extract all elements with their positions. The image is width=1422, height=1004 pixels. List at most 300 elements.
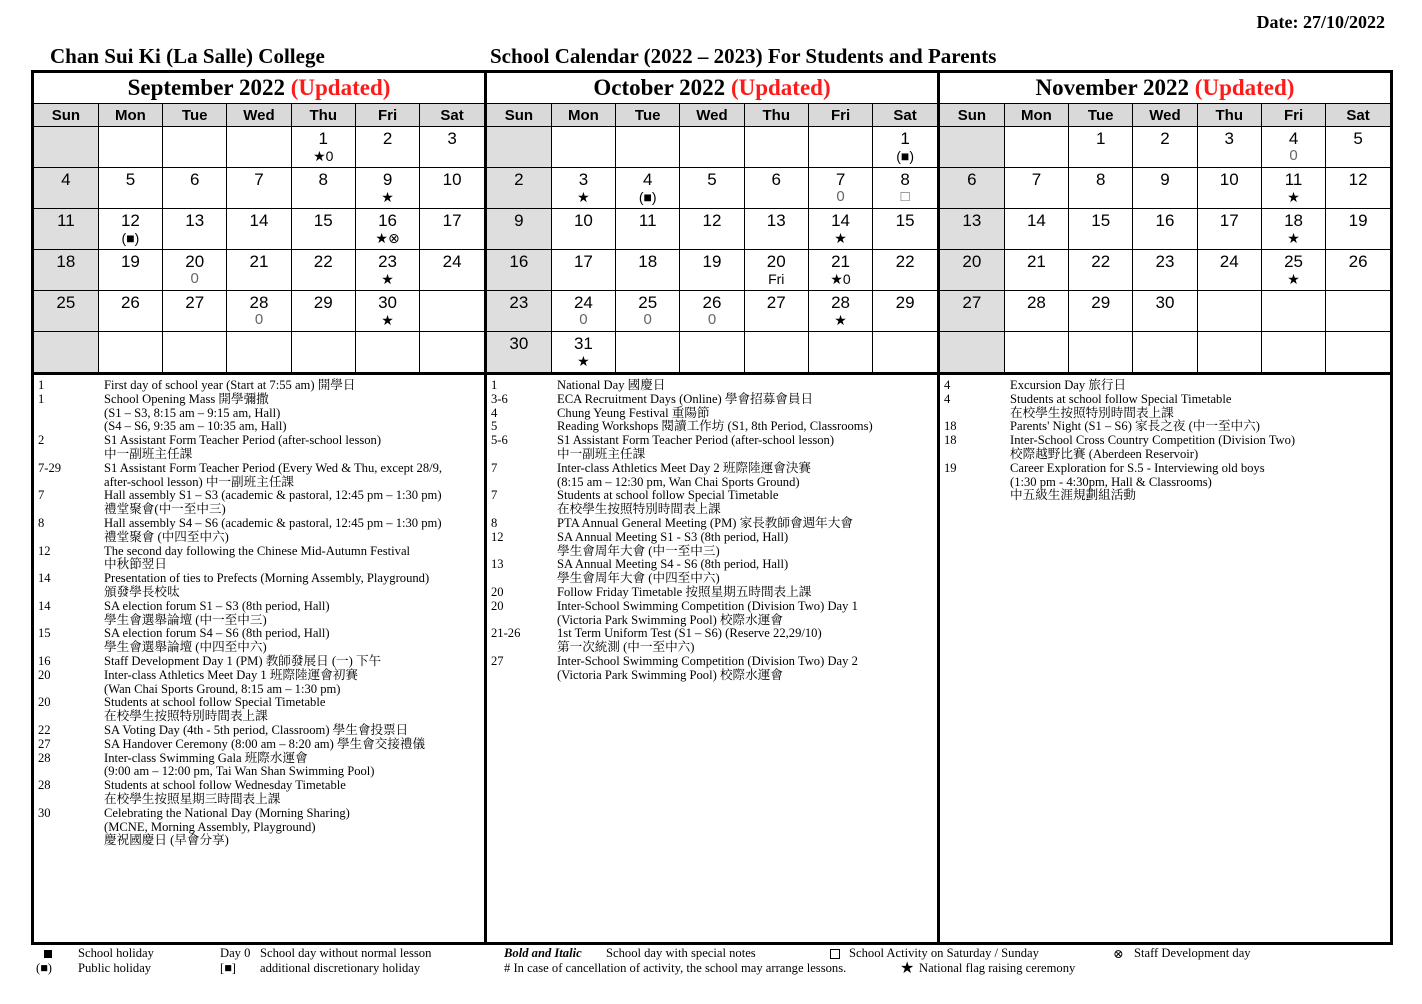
day-marker: [1262, 334, 1325, 350]
day-marker: [292, 334, 355, 350]
day-marker: [680, 230, 743, 246]
day-marker: [1069, 271, 1132, 287]
day-marker: ★: [577, 353, 590, 369]
updated-label: (Updated): [1194, 75, 1295, 100]
day-marker: [1326, 293, 1390, 309]
day-cell: [98, 291, 162, 332]
week-row: [940, 250, 1390, 291]
day-number: 15: [313, 211, 333, 230]
day-marker: [227, 230, 290, 246]
event-item: [491, 600, 933, 628]
day-marker: [99, 189, 162, 205]
event-text: ECA Recruitment Days (Online) 學會招募會員日: [557, 391, 814, 406]
day-cell: [420, 168, 484, 209]
day-cell: [680, 209, 744, 250]
day-cell: [808, 291, 872, 332]
day-marker: [1198, 230, 1261, 246]
day-number: 16: [378, 211, 397, 230]
day-number: 28: [831, 293, 850, 312]
day-marker: [1133, 334, 1196, 350]
day-number: 30: [1155, 293, 1175, 312]
day-cell: [487, 291, 551, 332]
day-marker: [356, 148, 419, 164]
day-marker: 0: [190, 270, 199, 287]
event-date: 1: [38, 391, 45, 406]
month-name: September 2022: [127, 75, 285, 100]
day-cell: [680, 291, 744, 332]
day-marker: [1198, 334, 1261, 350]
day-number: 21: [249, 252, 269, 271]
day-number: 8: [1095, 170, 1106, 189]
weekday-header: Tue: [1069, 104, 1133, 127]
day-cell: [940, 168, 1004, 209]
week-row: [940, 127, 1390, 168]
day-marker: [552, 129, 615, 145]
event-item: [944, 462, 1386, 503]
day-cell: [1261, 209, 1325, 250]
day-number: 2: [1160, 129, 1170, 148]
day-number: 4: [61, 170, 71, 189]
day-marker: [487, 189, 551, 205]
event-text: Staff Development Day 1 (PM) 教師發展日 (一) 下午: [104, 653, 382, 668]
day-marker: 0: [579, 311, 588, 328]
day-cell: [1261, 250, 1325, 291]
day-marker: [34, 129, 98, 145]
event-date: 20: [38, 695, 51, 710]
event-text: Excursion Day 旅行日: [1010, 378, 1127, 392]
event-date: 14: [38, 571, 51, 586]
day-number: 3: [578, 170, 589, 189]
event-date: 27: [38, 736, 51, 751]
day-cell: [163, 209, 227, 250]
day-cell: [744, 209, 808, 250]
day-number: 23: [509, 293, 529, 312]
day-cell: [808, 127, 872, 168]
day-number: 21: [831, 252, 850, 271]
day-cell: [1004, 209, 1068, 250]
day-cell: [291, 127, 355, 168]
day-marker: [99, 129, 162, 145]
weekday-header: Fri: [1261, 104, 1325, 127]
day-cell: [487, 168, 551, 209]
day-number: 14: [831, 211, 850, 230]
day-marker: [487, 129, 551, 145]
event-date: 8: [491, 515, 498, 530]
day-marker: [1005, 189, 1068, 205]
day-cell: [1069, 291, 1133, 332]
day-marker: [940, 334, 1004, 350]
day-number: 13: [766, 211, 786, 230]
day-cell: [1197, 250, 1261, 291]
day-marker: ★: [834, 230, 847, 246]
day-cell: [873, 250, 937, 291]
event-date: 2: [38, 433, 45, 448]
day-marker: [163, 189, 226, 205]
day-cell: [551, 250, 615, 291]
day-cell: [744, 332, 808, 374]
day-marker: [227, 129, 290, 145]
day-cell: [1133, 127, 1197, 168]
day-number: 6: [771, 170, 781, 189]
week-row: [940, 291, 1390, 332]
weekday-header: Tue: [616, 104, 680, 127]
day-cell: [873, 291, 937, 332]
weekday-header: Mon: [98, 104, 162, 127]
day-marker: [873, 230, 937, 246]
day-number: 11: [1284, 170, 1303, 189]
day-cell: [98, 250, 162, 291]
day-number: 30: [509, 334, 529, 353]
week-row: [487, 209, 937, 250]
day-marker: [616, 334, 679, 350]
day-number: 19: [120, 252, 140, 271]
event-text: Celebrating the National Day (Morning Sharing) (MCNE, Morning Assembly, Playground) 慶祝國慶日 (早會分享): [104, 805, 350, 848]
day-marker: ★: [577, 189, 590, 205]
day-marker: [1133, 271, 1196, 287]
legend: [0, 946, 1422, 986]
day-number: 16: [509, 252, 529, 271]
event-text: S1 Assistant Form Teacher Period (Every Wed & Thu, except 28/9, after-school lesson) 中一副班主任課: [104, 460, 443, 489]
week-row: [940, 332, 1390, 374]
day-marker: [1326, 334, 1390, 350]
event-item: [944, 393, 1386, 421]
day-number: 23: [378, 252, 397, 271]
day-cell: [98, 127, 162, 168]
day-marker: [745, 334, 808, 350]
event-text: S1 Assistant Form Teacher Period (after-school lesson) 中一副班主任課: [104, 433, 382, 461]
day-cell: [1004, 168, 1068, 209]
weekday-header: Sat: [1326, 104, 1390, 127]
document-date: Date: 27/10/2022: [1256, 12, 1385, 32]
day-cell: [808, 332, 872, 374]
day-cell: [744, 250, 808, 291]
day-number: 24: [442, 252, 462, 271]
day-marker: [552, 271, 615, 287]
event-item: [491, 558, 933, 586]
weekday-header: Sun: [487, 104, 551, 127]
day-marker: ★: [1287, 189, 1300, 205]
day-number: 5: [707, 170, 717, 189]
event-text: SA election forum S4 – S6 (8th period, Hall) 學生會選舉論壇 (中四至中六): [104, 626, 330, 655]
day-cell: [940, 209, 1004, 250]
day-marker: [940, 129, 1004, 145]
day-marker: [163, 312, 226, 328]
day-number: 10: [442, 170, 462, 189]
event-item: [38, 696, 480, 724]
day-cell: [1197, 168, 1261, 209]
day-number: 25: [1284, 252, 1303, 271]
event-item: [38, 807, 480, 848]
day-cell: [551, 291, 615, 332]
weekday-header: Mon: [1004, 104, 1068, 127]
event-item: [38, 600, 480, 628]
day-cell: [1069, 209, 1133, 250]
week-row: [487, 127, 937, 168]
day-cell: [227, 291, 291, 332]
day-marker: [420, 293, 484, 309]
day-number: 24: [573, 293, 593, 312]
day-marker: [1133, 230, 1196, 246]
day-marker: [1005, 271, 1068, 287]
event-date: 3-6: [491, 391, 508, 406]
day-number: 9: [514, 211, 524, 230]
day-number: 25: [638, 293, 658, 312]
day-number: 23: [1155, 252, 1175, 271]
day-marker: [1198, 271, 1261, 287]
event-date: 28: [38, 750, 51, 765]
day-cell: [420, 209, 484, 250]
month-column: [487, 73, 940, 942]
day-marker: [420, 334, 484, 350]
day-cell: [420, 291, 484, 332]
day-marker: [292, 312, 355, 328]
day-cell: [291, 291, 355, 332]
day-number: 12: [120, 211, 140, 230]
day-marker: □: [900, 188, 910, 205]
event-list: [487, 375, 937, 683]
day-marker: [873, 271, 937, 287]
event-text: S1 Assistant Form Teacher Period (after-school lesson) 中一副班主任課: [557, 433, 835, 461]
week-row: [34, 250, 484, 291]
day-marker: [227, 334, 290, 350]
event-date: 5-6: [491, 433, 508, 448]
day-cell: [227, 209, 291, 250]
day-marker: [163, 129, 226, 145]
day-marker: [616, 271, 679, 287]
event-item: [491, 420, 933, 434]
day-number: 6: [189, 170, 200, 189]
day-marker: [292, 271, 355, 287]
event-item: [944, 379, 1386, 393]
day-cell: [1133, 168, 1197, 209]
day-cell: [551, 127, 615, 168]
day-cell: [163, 291, 227, 332]
day-cell: [1004, 127, 1068, 168]
weekday-header: Sun: [940, 104, 1004, 127]
day-cell: [227, 332, 291, 374]
day-number: 15: [1091, 211, 1111, 230]
weekday-header: Thu: [1197, 104, 1261, 127]
event-text: Students at school follow Special Timetable 在校學生按照特別時間表上課: [557, 488, 779, 517]
day-marker: ★: [834, 312, 847, 328]
event-date: 7: [491, 460, 498, 475]
day-cell: [355, 250, 419, 291]
event-item: [491, 655, 933, 683]
day-marker: [616, 129, 679, 145]
calendar-title: School Calendar (2022 – 2023) For Students and Parents: [490, 44, 997, 68]
event-text: SA Annual Meeting S4 - S6 (8th period, Hall) 學生會周年大會 (中四至中六): [557, 557, 789, 586]
day-cell: [34, 291, 98, 332]
day-marker: [745, 312, 808, 328]
event-date: 8: [38, 515, 45, 530]
week-row: [487, 168, 937, 209]
event-item: [38, 393, 480, 434]
day-marker: 0: [1289, 147, 1298, 164]
event-date: 22: [38, 722, 51, 737]
day-number: 5: [1353, 129, 1363, 148]
day-cell: [940, 250, 1004, 291]
day-number: 29: [313, 293, 333, 312]
event-date: 5: [491, 419, 498, 434]
day-marker: [1133, 312, 1196, 328]
day-number: 24: [1219, 252, 1239, 271]
day-marker: 0: [254, 311, 264, 328]
day-cell: [940, 291, 1004, 332]
day-cell: [1261, 127, 1325, 168]
legend-staff-dev-symbol: ⊗: [1113, 947, 1124, 961]
day-marker: 0: [836, 188, 845, 205]
day-marker: [34, 334, 98, 350]
day-number: 15: [895, 211, 915, 230]
day-marker: [1326, 148, 1390, 164]
day-marker: [227, 271, 290, 287]
event-item: [491, 489, 933, 517]
event-item: [38, 738, 480, 752]
event-item: [491, 379, 933, 393]
event-date: 7: [491, 488, 498, 503]
day-number: 7: [835, 170, 846, 189]
day-cell: [1261, 291, 1325, 332]
day-marker: [292, 230, 355, 246]
day-cell: [1069, 127, 1133, 168]
event-text: Students at school follow Special Timetable 在校學生按照特別時間表上課: [1010, 391, 1232, 420]
event-item: [491, 434, 933, 462]
legend-discretionary-symbol: [■]: [220, 961, 236, 975]
day-cell: [98, 332, 162, 374]
event-date: 19: [944, 460, 957, 475]
day-number: 1: [318, 129, 328, 148]
month-column: [34, 73, 487, 942]
day-number: 28: [249, 293, 269, 312]
day-cell: [1326, 127, 1390, 168]
day-number: 20: [185, 252, 205, 271]
day-cell: [291, 250, 355, 291]
event-text: Chung Yeung Festival 重陽節: [557, 405, 710, 420]
day-cell: [744, 168, 808, 209]
event-text: SA election forum S1 – S3 (8th period, Hall) 學生會選舉論壇 (中一至中三): [104, 598, 330, 627]
day-number: 16: [1155, 211, 1175, 230]
month-grid: [34, 104, 484, 375]
day-cell: [1326, 291, 1390, 332]
event-date: 16: [38, 653, 51, 668]
day-marker: [1326, 189, 1390, 205]
day-number: 10: [573, 211, 593, 230]
event-item: [38, 379, 480, 393]
day-number: 7: [1031, 170, 1042, 189]
day-cell: [163, 127, 227, 168]
weekday-header: Fri: [355, 104, 419, 127]
day-marker: [1198, 189, 1261, 205]
day-cell: [1197, 209, 1261, 250]
event-text: Follow Friday Timetable 按照星期五時間表上課: [557, 584, 812, 599]
day-number: 6: [967, 170, 977, 189]
month-name: October 2022: [593, 75, 726, 100]
day-marker: ★⊗: [375, 230, 400, 246]
day-number: 13: [962, 211, 982, 230]
weekday-header: Tue: [163, 104, 227, 127]
day-marker: [292, 189, 355, 205]
day-marker: [1005, 334, 1068, 350]
day-marker: [163, 334, 226, 350]
updated-label: (Updated): [730, 75, 831, 100]
day-cell: [940, 332, 1004, 374]
event-item: [38, 669, 480, 697]
day-marker: [680, 129, 743, 145]
day-number: 8: [900, 170, 910, 189]
day-marker: [680, 271, 743, 287]
weekday-header: Sun: [34, 104, 98, 127]
flag-star-icon: ★: [900, 960, 915, 977]
day-number: 2: [382, 129, 393, 148]
event-date: 4: [944, 378, 951, 392]
day-marker: [940, 312, 1004, 328]
day-number: 2: [514, 170, 524, 189]
event-list: [940, 375, 1390, 503]
event-date: 12: [38, 543, 51, 558]
day-marker: (■): [896, 148, 914, 164]
day-marker: [1069, 148, 1132, 164]
day-cell: [1326, 332, 1390, 374]
event-list: [34, 375, 484, 848]
day-marker: [487, 230, 551, 246]
day-number: 1: [900, 129, 910, 148]
event-text: Inter-class Athletics Meet Day 2 班際陸運會決賽 (8:15 am – 12:30 pm, Wan Chai Sports Ground): [557, 460, 812, 489]
event-item: [491, 586, 933, 600]
week-row: [34, 209, 484, 250]
day-cell: [1004, 250, 1068, 291]
day-cell: [355, 291, 419, 332]
day-cell: [1004, 291, 1068, 332]
event-item: [38, 434, 480, 462]
legend-special-notes: School day with special notes: [606, 946, 756, 960]
event-item: [38, 779, 480, 807]
day-number: 8: [318, 170, 328, 189]
calendar-frame: [31, 70, 1393, 945]
day-marker: Fri: [768, 271, 785, 287]
day-cell: [616, 332, 680, 374]
event-date: 4: [944, 391, 951, 406]
event-date: 21-26: [491, 626, 521, 641]
event-date: 14: [38, 598, 51, 613]
event-date: 18: [944, 433, 957, 448]
legend-discretionary: additional discretionary holiday: [260, 961, 421, 975]
day-marker: [552, 230, 615, 246]
day-cell: [420, 250, 484, 291]
month-grid: [487, 104, 937, 375]
day-number: 25: [56, 293, 76, 312]
day-marker: [487, 312, 551, 328]
event-item: [491, 517, 933, 531]
day-cell: [227, 127, 291, 168]
event-item: [491, 393, 933, 407]
event-item: [38, 724, 480, 738]
day-marker: [1005, 312, 1068, 328]
day-cell: [551, 209, 615, 250]
event-text: School Opening Mass 開學彌撒 (S1 – S3, 8:15 am – 9:15 am, Hall) (S4 – S6, 9:35 am – 10:35 am, Hall): [104, 391, 287, 434]
event-text: Inter-School Cross Country Competition (Division Two) 校際越野比賽 (Aberdeen Reservoir): [1010, 433, 1296, 461]
day-number: 27: [185, 293, 205, 312]
day-cell: [34, 332, 98, 374]
day-number: 14: [1026, 211, 1046, 230]
day-cell: [98, 168, 162, 209]
day-number: 29: [895, 293, 915, 312]
day-marker: [809, 129, 872, 145]
day-cell: [616, 291, 680, 332]
day-marker: 0: [643, 311, 652, 328]
weekday-header: Mon: [551, 104, 615, 127]
day-cell: [873, 332, 937, 374]
event-text: First day of school year (Start at 7:55 am) 開學日: [104, 378, 356, 392]
